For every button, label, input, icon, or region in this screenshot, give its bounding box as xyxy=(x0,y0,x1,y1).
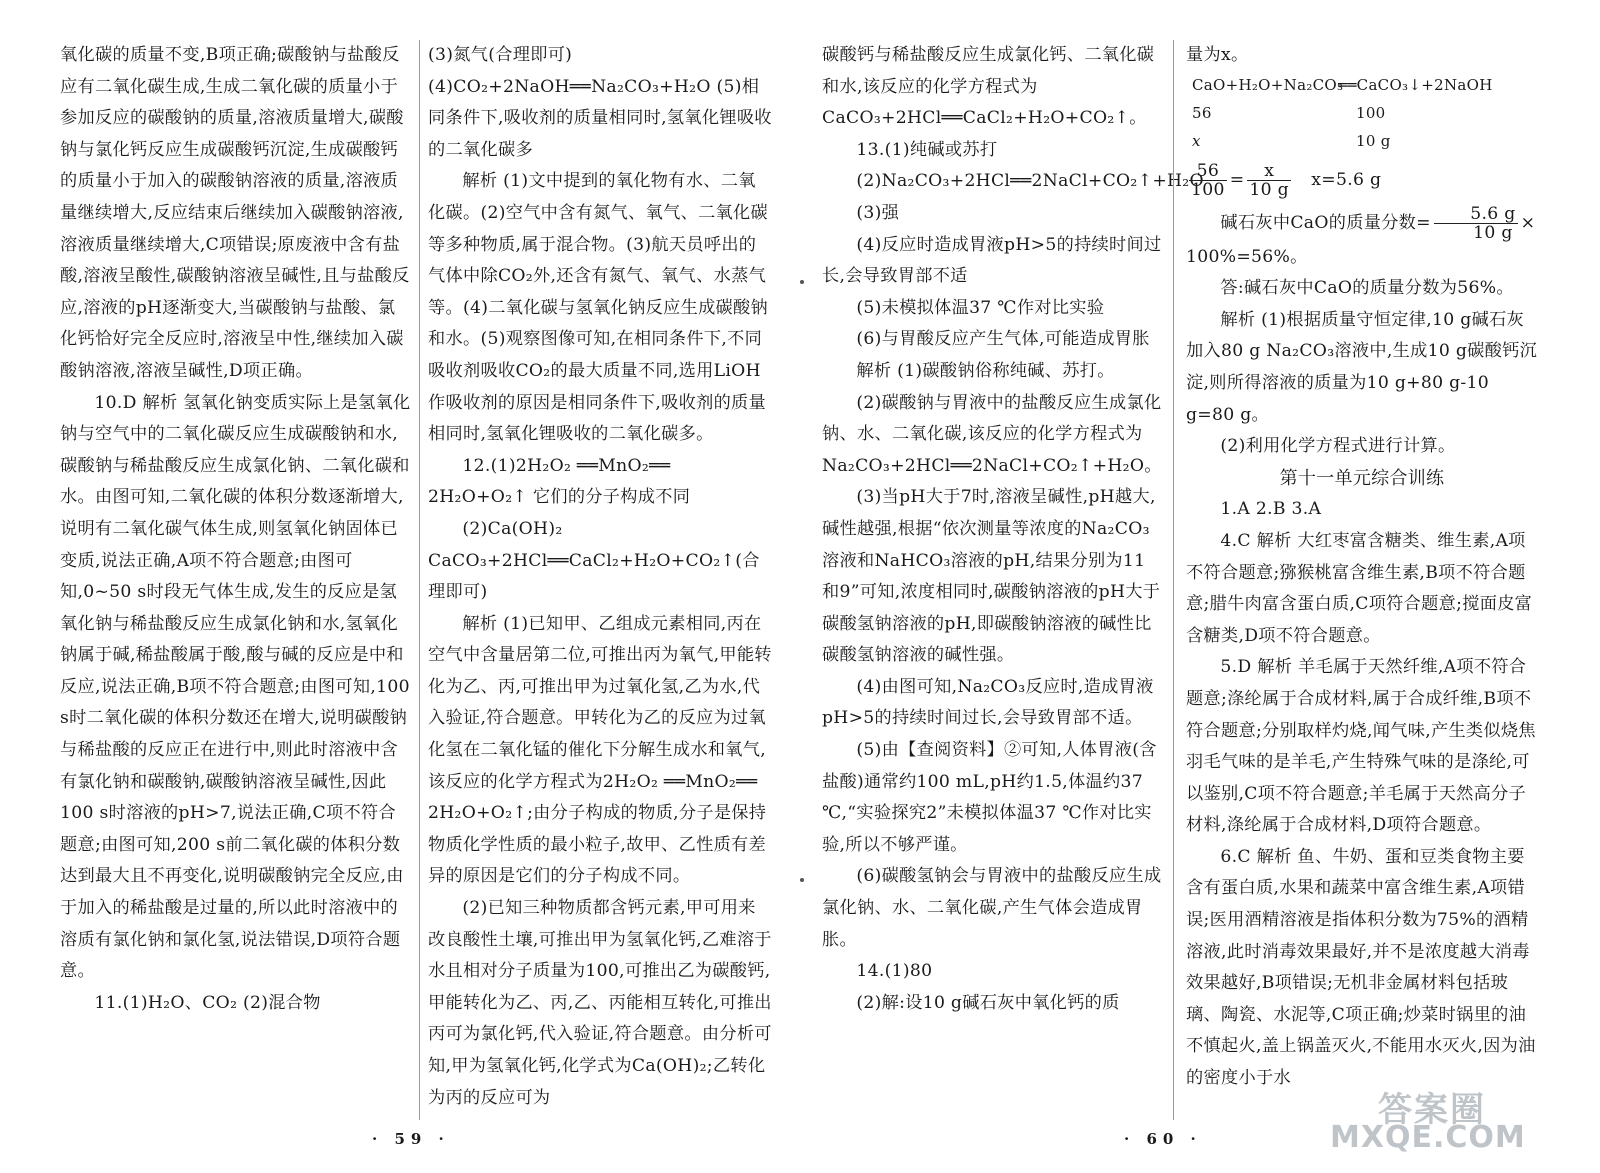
analysis-14-2: (2)利用化学方程式进行计算。 xyxy=(1220,436,1456,457)
molar-mass-cao: 56 xyxy=(1192,103,1212,122)
answer-14-2: (2)解:设10 g碱石灰中氧化钙的质 xyxy=(856,992,1120,1013)
answer-13-2: (2)Na₂CO₃+2HCl══2NaCl+CO₂↑+H₂O xyxy=(856,171,1204,192)
binding-dot xyxy=(800,280,804,284)
answer-13-1: 13.(1)纯碱或苏打 xyxy=(856,139,998,160)
fraction: $\frac{56}{100}$ xyxy=(1191,160,1225,200)
equation-products: ══CaCO₃↓+2NaOH xyxy=(1338,75,1493,94)
answer-13-3: (3)强 xyxy=(856,202,900,223)
answer-13-4: (4)反应时造成胃液pH>5的持续时间过长,会导致胃部不适 xyxy=(822,234,1162,287)
analysis-14-1: 解析 (1)根据质量守恒定律,10 g碱石灰加入80 g Na₂CO₃溶液中,生成10 g碳酸钙沉淀,则所得溶液的质量为10 g+80 g-10 g=80 g。 xyxy=(1186,309,1538,425)
percent-result: 100%=56%。 xyxy=(1186,246,1308,267)
analysis-13-3: (3)当pH大于7时,溶液呈碱性,pH越大,碱性越强,根据“依次测量等浓度的Na₂CO₃溶液和NaHCO₃溶液的pH,结果分别为11和9”可知,浓度相同时,碳酸钠溶液的pH大于碳酸氢钠溶液的pH,即碳酸钠溶液的碱性比碳酸氢钠溶液的碱性强。 xyxy=(822,487,1161,666)
chemical-equation-block xyxy=(1186,72,1538,156)
unknown-x: x xyxy=(1192,131,1201,150)
column-divider xyxy=(1173,40,1174,1120)
answer-10: 10.D 解析 氢氧化钠变质实际上是氢氧化钠与空气中的二氧化碳反应生成碳酸钠和水,碳酸钠与稀盐酸反应生成氯化钠、二氧化碳和水。由图可知,二氧化碳的体积分数逐渐增大,说明有二氧化碳气体生成,则氢氧化钠固体已变质,说法正确,A项不符合题意;由图可知,0~50 s时段无气体生成,发生的反应是氢氧化钠与稀盐酸反应生成氯化钠和水,氢氧化钠属于碱,稀盐酸属于酸,酸与碱的反应是中和反应,说法正确,B项不符合题意;由图可知,100 s时二氧化碳的体积分数还在增大,说明碳酸钠与稀盐酸的反应正在进行中,则此时溶液中含有氯化钠和碳酸钠,碳酸钠溶液呈碱性,因此100 s时溶液的pH>7,说法正确,C项不符合题意;由图可知,200 s前二氧化碳的体积分数达到最大且不再变化,说明碳酸钠完全反应,由于加入的稀盐酸是过量的,所以此时溶液中的溶质有氯化钠和氯化氢,说法错误,D项符合题意。 xyxy=(60,392,411,982)
paragraph: 碳酸钙与稀盐酸反应生成氯化钙、二氧化碳和水,该反应的化学方程式为CaCO₃+2HCl══CaCl₂+H₂O+CO₂↑。 xyxy=(822,45,1155,129)
answer-6: 6.C 解析 鱼、牛奶、蛋和豆类食物主要含有蛋白质,水果和蔬菜中富含维生素,A项错误;医用酒精溶液是指体积分数为75%的酒精溶液,此时消毒效果最好,并不是浓度越大消毒效果越好,B项错误;无机非金属材料包括玻璃、陶瓷、水泥等,C项正确;炒菜时锅里的油不慎起火,盖上锅盖灭火,不能用水灭火,因为油的密度小于水 xyxy=(1186,846,1536,1089)
answer-12: 12.(1)2H₂O₂ ══MnO₂══ 2H₂O+O₂↑ 它们的分子构成不同 xyxy=(428,455,691,508)
answer-13-6: (6)与胃酸反应产生气体,可能造成胃胀 xyxy=(856,329,1150,350)
page-number-left: · 59 · xyxy=(372,1130,450,1148)
watermark-url: MXQE.COM xyxy=(1330,1120,1526,1155)
paragraph: (3)氮气(合理即可) (4)CO₂+2NaOH══Na₂CO₃+H₂O (5)相同条件下,吸收剂的质量相同时,氢氧化锂吸收的二氧化碳多 xyxy=(428,45,772,160)
section-title: 第十一单元综合训练 xyxy=(1279,467,1445,489)
equation-reactants: CaO+H₂O+Na₂CO₃ xyxy=(1192,75,1344,94)
molar-mass-caco3: 100 xyxy=(1356,103,1386,122)
answers-1-3: 1.A 2.B 3.A xyxy=(1220,499,1322,520)
paragraph: 氧化碳的质量不变,B项正确;碳酸钠与盐酸反应有二氧化碳生成,生成二氧化碳的质量小于参加反应的碳酸钠的质量,溶液质量增大,碳酸钠与氯化钙反应生成碳酸钙沉淀,生成碳酸钙的质量小于加入的碳酸钠溶液的质量,溶液质量继续增大,反应结束后继续加入碳酸钠溶液,溶液质量继续增大,C项错误;原废液中含有盐酸,溶液呈酸性,碳酸钠溶液呈碱性,且与盐酸反应,溶液的pH逐渐变大,当碳酸钠与盐酸、氯化钙恰好完全反应时,溶液呈中性,继续加入碳酸钠溶液,溶液呈碱性,D项正确。 xyxy=(60,45,410,381)
analysis-11: 解析 (1)文中提到的氧化物有水、二氧化碳。(2)空气中含有氮气、氧气、二氧化碳等多种物质,属于混合物。(3)航天员呼出的气体中除CO₂外,还含有氮气、氧气、水蒸气等。(4)二氧化碳与氢氧化钠反应生成碳酸钠和水。(5)观察图像可知,在相同条件下,不同吸收剂吸收CO₂的最大质量不同,选用LiOH作吸收剂的原因是相同条件下,吸收剂的质量相同时,氢氧化锂吸收的二氧化碳多。 xyxy=(428,171,769,445)
answer-4: 4.C 解析 大红枣富含糖类、维生素,A项不符合题意;猕猴桃富含维生素,B项不符合题意;腊牛肉富含蛋白质,C项符合题意;搅面皮富含糖类,D项不符合题意。 xyxy=(1186,530,1533,646)
percent-line: 碱石灰中CaO的质量分数= $\frac{5.6 g}{10 g}$ × xyxy=(1220,203,1536,243)
watermark xyxy=(1318,1082,1588,1155)
fraction: $\frac{5.6 g}{10 g}$ xyxy=(1434,205,1518,242)
answer-14-1: 14.(1)80 xyxy=(856,961,933,982)
analysis-12-part2: (2)已知三种物质都含钙元素,甲可用来改良酸性土壤,可推出甲为氢氧化钙,乙难溶于水且相对分子质量为100,可推出乙为碳酸钙,甲能转化为乙、丙,乙、丙能相互转化,可推出丙可为氯化钙,代入验证,符合题意。由分析可知,甲为氢氧化钙,化学式为Ca(OH)₂;乙转化为丙的反应可为 xyxy=(428,898,772,1108)
analysis-13-5: (5)由【查阅资料】②可知,人体胃液(含盐酸)通常约100 mL,pH约1.5,体温约37 ℃,“实验探究2”未模拟体温37 ℃作对比实验,所以不够严谨。 xyxy=(822,740,1157,855)
page-number-right: · 60 · xyxy=(1124,1130,1202,1148)
answer-11: 11.(1)H₂O、CO₂ (2)混合物 xyxy=(94,992,321,1013)
analysis-13-6: (6)碳酸氢钠会与胃液中的盐酸反应生成氯化钠、水、二氧化碳,产生气体会造成胃胀。 xyxy=(822,866,1162,950)
mass-caco3: 10 g xyxy=(1356,131,1391,150)
analysis-13-1: 解析 (1)碳酸钠俗称纯碱、苏打。 xyxy=(856,360,1115,381)
fraction: $\frac{x}{10 g}$ xyxy=(1249,160,1289,200)
analysis-12: 解析 (1)已知甲、乙组成元素相同,丙在空气中含量居第二位,可推出丙为氧气,甲能转化为乙、丙,可推出甲为过氧化氢,乙为水,代入验证,符合题意。甲转化为乙的反应为过氧化氢在二氧化锰的催化下分解生成水和氧气,该反应的化学方程式为2H₂O₂ ══MnO₂══ 2H₂O+O₂↑;由分子构成的物质,分子是保持物质化学性质的最小粒子,故甲、乙性质有差异的原因是它们的分子构成不同。 xyxy=(428,613,772,887)
column-divider xyxy=(419,40,420,1120)
column-2 xyxy=(428,40,773,1114)
analysis-13-4: (4)由图可知,Na₂CO₃反应时,造成胃液pH>5的持续时间过长,会导致胃部不适。 xyxy=(822,676,1154,729)
answer-5: 5.D 解析 羊毛属于天然纤维,A项不符合题意;涤纶属于合成材料,属于合成纤维,B项不符合题意;分别取样灼烧,闻气味,产生类似烧焦羽毛气味的是羊毛,产生特殊气味的是涤纶,可以鉴别,C项不符合题意;羊毛属于天然高分子材料,涤纶属于合成材料,D项符合题意。 xyxy=(1186,657,1536,836)
result-x: x=5.6 g xyxy=(1311,169,1382,190)
binding-dot xyxy=(800,878,804,882)
paragraph: 量为x。 xyxy=(1186,45,1249,65)
column-4 xyxy=(1186,40,1538,1095)
ratio-line: $\frac{56}{100}$ = $\frac{x}{10 g}$ x=5.6 g xyxy=(1191,160,1382,200)
analysis-13-2: (2)碳酸钠与胃液中的盐酸反应生成氯化钠、水、二氧化碳,该反应的化学方程式为 Na₂CO₃+2HCl══2NaCl+CO₂↑+H₂O。 xyxy=(822,392,1162,476)
answer-statement: 答:碱石灰中CaO的质量分数为56%。 xyxy=(1220,278,1514,299)
answer-12-part2: (2)Ca(OH)₂ CaCO₃+2HCl══CaCl₂+H₂O+CO₂↑(合理即可) xyxy=(428,518,760,603)
answer-13-5: (5)未模拟体温37 ℃作对比实验 xyxy=(856,297,1105,318)
column-1 xyxy=(60,40,412,1019)
watermark-logo: 答案圈 xyxy=(1378,1090,1486,1130)
